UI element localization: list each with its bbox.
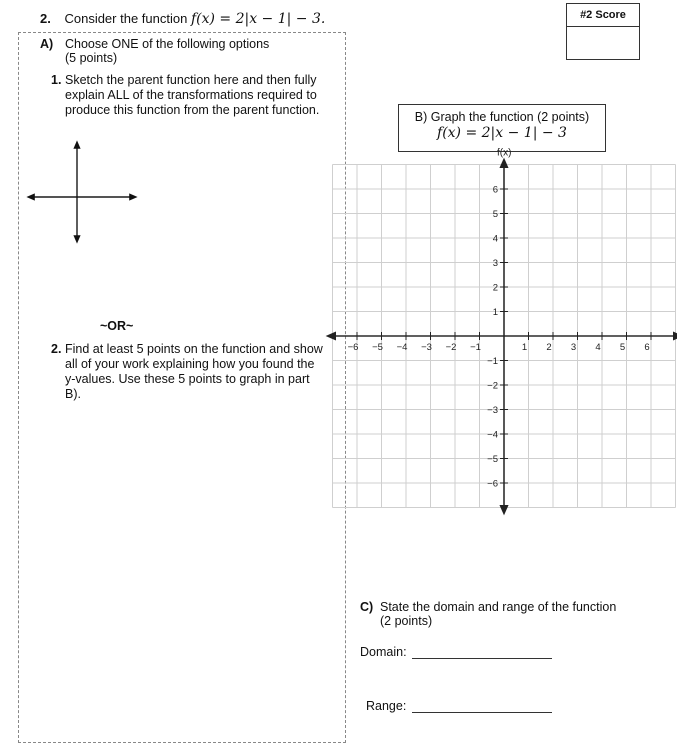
- domain-answer-line[interactable]: [412, 646, 552, 659]
- y-tick-label: −6: [487, 478, 498, 490]
- x-tick-label: −2: [445, 342, 457, 353]
- x-tick-label: 2: [546, 342, 552, 353]
- question-prompt: Consider the function: [64, 11, 188, 26]
- option1-number: 1.: [51, 73, 62, 87]
- option2-number: 2.: [51, 342, 62, 356]
- part-a-title-block: [65, 37, 325, 65]
- y-tick-label: 2: [492, 282, 498, 294]
- y-tick-label: 1: [492, 307, 498, 318]
- domain-label: Domain:: [360, 645, 407, 659]
- question-header: [40, 11, 325, 27]
- part-c-title: State the domain and range of the function: [380, 600, 617, 614]
- x-tick-label: 3: [570, 342, 577, 353]
- score-label: #2 Score: [567, 4, 639, 27]
- parent-sketch-axes: [22, 140, 144, 244]
- x-tick-label: 1: [521, 342, 528, 353]
- y-tick-label: −2: [487, 380, 498, 392]
- x-tick-label: 6: [644, 342, 650, 353]
- y-tick-label: 4: [492, 233, 498, 245]
- y-axis-label: f(x): [497, 147, 512, 159]
- x-tick-label: −6: [347, 342, 359, 353]
- part-a-title: Choose ONE of the following options: [65, 37, 270, 51]
- part-c-label: C): [360, 600, 374, 614]
- y-tick-label: −3: [487, 405, 498, 416]
- y-tick-label: 6: [492, 184, 498, 196]
- domain-row: [360, 645, 552, 659]
- y-tick-label: 3: [492, 258, 498, 269]
- part-a-points: (5 points): [65, 51, 118, 65]
- y-tick-label: −5: [487, 454, 498, 465]
- score-box: [566, 3, 640, 60]
- question-function: f(x) = 2|x − 1| − 3.: [190, 11, 326, 27]
- y-tick-label: −4: [487, 429, 498, 441]
- question-number: 2.: [40, 11, 51, 26]
- part-c-points: (2 points): [380, 614, 433, 628]
- part-b-box: [398, 104, 606, 152]
- part-a-header: [40, 37, 53, 51]
- x-tick-label: −3: [421, 342, 432, 353]
- range-answer-line[interactable]: [412, 700, 552, 713]
- range-label: Range:: [366, 699, 407, 713]
- part-b-title: B) Graph the function (2 points): [414, 110, 590, 124]
- y-tick-label: −1: [487, 356, 498, 367]
- option2-text: Find at least 5 points on the function and show all of your work explaining how you found the y-values. Use these 5 points to graph in part B).: [65, 342, 323, 401]
- score-field[interactable]: [567, 27, 639, 61]
- or-label: ~OR~: [100, 319, 134, 333]
- coordinate-grid[interactable]: [340, 147, 677, 510]
- option1-text: Sketch the parent function here and then fully explain ALL of the transformations required to produce this function from the parent function.: [65, 73, 320, 117]
- part-a-label: A): [40, 37, 54, 51]
- x-tick-label: −1: [470, 342, 481, 353]
- x-tick-label: 4: [595, 342, 601, 353]
- x-tick-label: −4: [396, 342, 408, 353]
- part-b-function: f(x) = 2|x − 1| − 3: [437, 125, 567, 141]
- range-row: [366, 699, 552, 713]
- x-tick-label: 5: [619, 342, 626, 353]
- part-c-title-block: [380, 600, 660, 628]
- x-tick-label: −5: [372, 342, 383, 353]
- y-tick-label: 5: [492, 209, 498, 220]
